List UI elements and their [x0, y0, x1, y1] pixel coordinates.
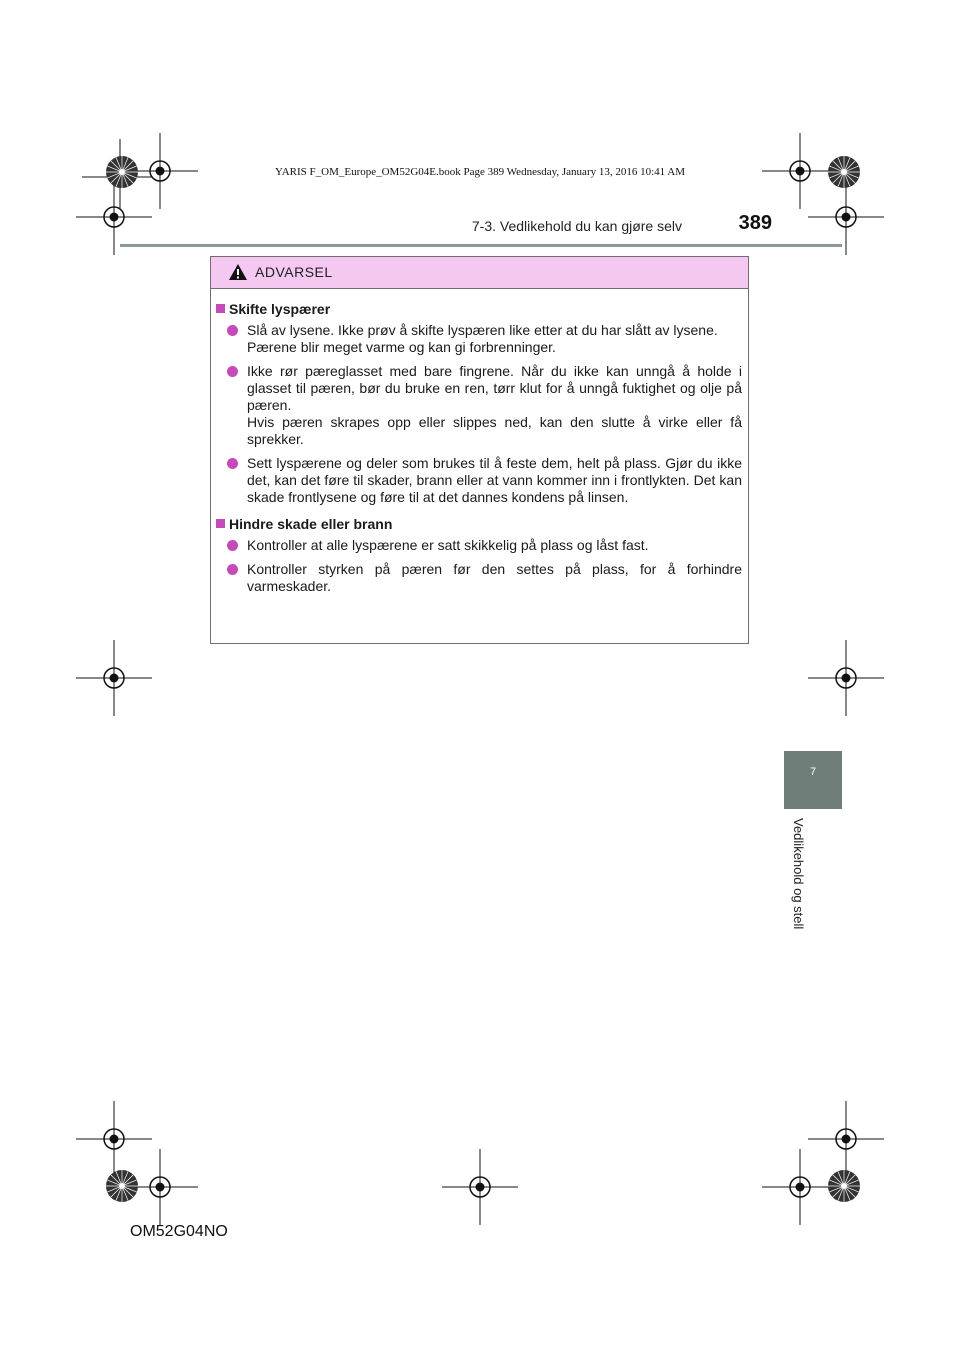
crosshair-mark-icon: [806, 638, 886, 718]
document-code: OM52G04NO: [130, 1223, 228, 1240]
item-text: Pærene blir meget varme og kan gi forbrenninger.: [247, 339, 556, 355]
section-title: 7-3. Vedlikehold du kan gjøre selv: [471, 218, 682, 234]
warning-title: ADVARSEL: [255, 264, 333, 280]
section-heading: [216, 301, 742, 318]
starburst-mark-icon: [102, 1166, 142, 1206]
header-divider: [120, 244, 842, 247]
section-heading-text: Skifte lyspærer: [229, 301, 331, 317]
warning-header: [211, 257, 748, 289]
chapter-label-text: Vedlikehold og stell: [791, 818, 806, 930]
item-text: Slå av lysene. Ikke prøv å skifte lyspæren like etter at du har slått av lysene.: [247, 322, 718, 338]
item-text: Ikke rør pæreglasset med bare fingrene. Når du ikke kan unngå å holde i glasset til pæren, bør du bruke en ren, tørr klut for å unngå fuktighet og olje på pæren.: [247, 363, 742, 413]
section-heading-text: Hindre skade eller brann: [229, 516, 393, 532]
print-job-header: YARIS F_OM_Europe_OM52G04E.book Page 389 Wednesday, January 13, 2016 10:41 AM: [274, 166, 686, 178]
item-text: Kontroller at alle lyspærene er satt skikkelig på plass og låst fast.: [247, 537, 649, 553]
starburst-mark-icon: [824, 1166, 864, 1206]
list-item: [216, 455, 742, 506]
square-bullet-icon: [216, 304, 225, 313]
chapter-label: [786, 818, 810, 958]
crosshair-mark-icon: [440, 1147, 520, 1227]
item-text: Kontroller styrken på pæren før den settes på plass, for å forhindre varmeskader.: [247, 561, 742, 594]
item-text: Sett lyspærene og deler som brukes til å feste dem, helt på plass. Gjør du ikke det, kan det føre til skader, brann eller at vann kommer inn i frontlykten. Det kan skade frontlysene og føre til at det dannes kondens på linsen.: [247, 455, 742, 505]
list-item: [216, 537, 742, 554]
list-item: [216, 363, 742, 448]
list-item: [216, 322, 742, 356]
round-bullet-icon: [227, 325, 238, 336]
warning-box: [210, 256, 749, 644]
chapter-tab: 7: [784, 751, 842, 809]
section-heading: [216, 516, 742, 533]
page-number: 389: [738, 212, 772, 234]
warning-body: [211, 289, 748, 595]
item-text: Hvis pæren skrapes opp eller slippes ned, kan den slutte å virke eller få sprekker.: [247, 414, 742, 447]
crosshair-mark-icon: [74, 638, 154, 718]
list-item: [216, 561, 742, 595]
round-bullet-icon: [227, 458, 238, 469]
round-bullet-icon: [227, 564, 238, 575]
square-bullet-icon: [216, 519, 225, 528]
warning-triangle-icon: [228, 263, 248, 281]
round-bullet-icon: [227, 366, 238, 377]
round-bullet-icon: [227, 540, 238, 551]
